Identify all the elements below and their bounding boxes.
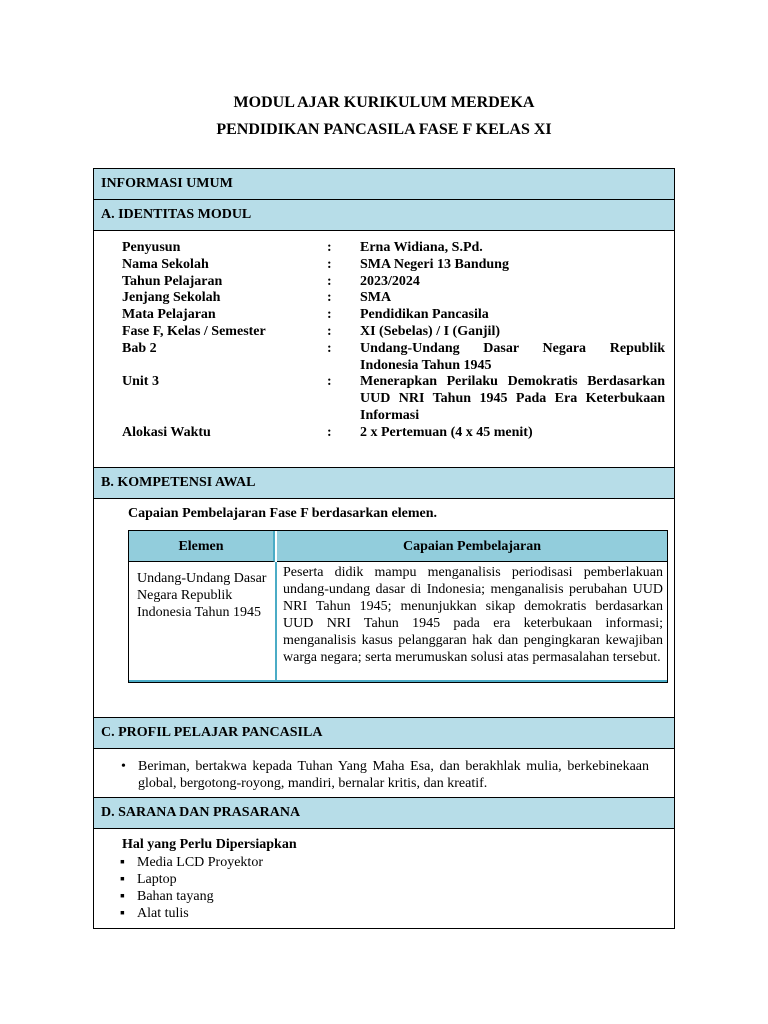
identitas-row xyxy=(122,257,665,274)
section-kompetensi-awal: B. KOMPETENSI AWAL xyxy=(94,467,674,499)
capaian-table xyxy=(128,530,668,683)
document-subtitle: PENDIDIKAN PANCASILA FASE F KELAS XI xyxy=(216,121,552,138)
list-item: ▪ Alat tulis xyxy=(117,905,263,922)
identitas-colon: : xyxy=(327,240,332,255)
identitas-colon: : xyxy=(327,323,332,339)
profil-list xyxy=(118,758,649,792)
identitas-row xyxy=(122,341,665,375)
section-sarana-prasarana: D. SARANA DAN PRASARANA xyxy=(94,797,674,829)
identitas-value: Erna Widiana, S.Pd. xyxy=(360,240,483,255)
identitas-colon: : xyxy=(327,374,332,390)
identitas-value: XI (Sebelas) / I (Ganjil) xyxy=(360,323,500,339)
sarana-heading: Hal yang Perlu Dipersiapkan xyxy=(122,837,297,852)
identitas-key: Bab 2 xyxy=(122,340,157,356)
identitas-value: Menerapkan Perilaku Demokratis Berdasarkan UUD NRI Tahun 1945 Pada Era Keterbukaan Informasi xyxy=(360,374,665,423)
identitas-row xyxy=(122,425,665,442)
column-header-capaian: Capaian Pembelajaran xyxy=(277,531,667,562)
module-info-table xyxy=(93,168,675,929)
identitas-colon: : xyxy=(327,340,332,356)
identitas-value: Pendidikan Pancasila xyxy=(360,307,489,323)
list-item: ▪ Bahan tayang xyxy=(117,888,263,905)
elemen-cell: Undang-Undang Dasar Negara Republik Indonesia Tahun 1945 xyxy=(137,571,267,620)
list-item: ▪ Laptop xyxy=(117,871,263,888)
identitas-key: Alokasi Waktu xyxy=(122,424,211,440)
document-title: MODUL AJAR KURIKULUM MERDEKA xyxy=(233,94,535,111)
column-header-elemen: Elemen xyxy=(129,531,275,562)
table-bottom-border xyxy=(129,680,667,682)
identitas-key: Mata Pelajaran xyxy=(122,307,216,323)
identitas-value: 2 x Pertemuan (4 x 45 menit) xyxy=(360,424,533,440)
identitas-value: SMA xyxy=(360,290,392,306)
identitas-value: SMA Negeri 13 Bandung xyxy=(360,256,509,272)
capaian-cell: Peserta didik mampu menganalisis periodisasi pemberlakuan undang-undang dasar di Indonesia; menganalisis perubahan UUD NRI Tahun 1945; menunjukkan sikap demokratis berdasarkan UUD NRI Tahun 1945 pada era keterbukaan informasi; menganalisis kasus pelanggaran hak dan pengingkaran kewajiban warga negara; serta merumuskan solusi atas permasalahan tersebut. xyxy=(283,565,663,665)
identitas-key: Tahun Pelajaran xyxy=(122,273,223,289)
identitas-colon: : xyxy=(327,256,332,272)
section-informasi-umum: INFORMASI UMUM xyxy=(94,169,674,200)
identitas-key: Jenjang Sekolah xyxy=(122,290,221,306)
identitas-key: Penyusun xyxy=(122,240,181,255)
identitas-key: Fase F, Kelas / Semester xyxy=(122,323,266,339)
identitas-row xyxy=(122,274,665,291)
identitas-row xyxy=(122,290,665,307)
identitas-row xyxy=(122,307,665,324)
section-identitas-modul: A. IDENTITAS MODUL xyxy=(94,200,674,231)
sarana-list xyxy=(117,854,263,922)
identitas-row xyxy=(122,240,665,257)
section-profil-pelajar: C. PROFIL PELAJAR PANCASILA xyxy=(94,717,674,749)
capaian-subheading: Capaian Pembelajaran Fase F berdasarkan elemen. xyxy=(128,506,438,521)
list-item: • Beriman, bertakwa kepada Tuhan Yang Maha Esa, dan berakhlak mulia, berkebinekaan global, bergotong-royong, mandiri, bernalar kritis, dan kreatif. xyxy=(118,758,649,792)
identitas-colon: : xyxy=(327,307,332,323)
identitas-list xyxy=(122,240,665,442)
list-item: ▪ Media LCD Proyektor xyxy=(117,854,263,871)
identitas-key: Unit 3 xyxy=(122,374,159,390)
identitas-key: Nama Sekolah xyxy=(122,256,209,272)
identitas-row xyxy=(122,324,665,341)
column-divider xyxy=(275,562,277,682)
identitas-colon: : xyxy=(327,424,332,440)
identitas-value: Undang-Undang Dasar Negara Republik Indonesia Tahun 1945 xyxy=(360,340,665,373)
identitas-colon: : xyxy=(327,273,332,289)
identitas-colon: : xyxy=(327,290,332,306)
identitas-row xyxy=(122,374,665,424)
identitas-value: 2023/2024 xyxy=(360,273,420,289)
